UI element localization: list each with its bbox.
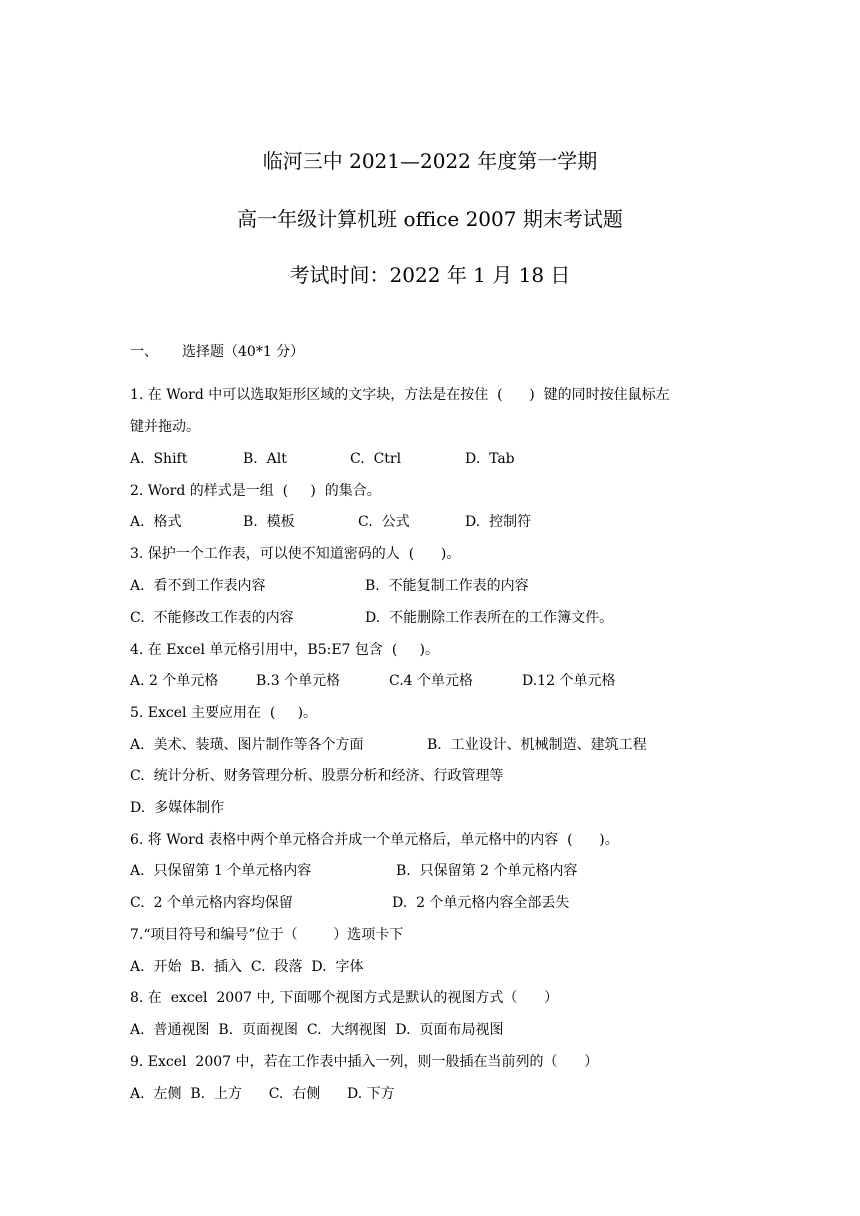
question-1-option-b: B. Alt	[243, 451, 287, 467]
question-1-stem-cont: 键并拖动。	[130, 419, 200, 435]
question-9-options: A. 左侧 B. 上方 C. 右侧 D. 下方	[130, 1086, 395, 1102]
question-5-option-c: C. 统计分析、财务管理分析、股票分析和经济、行政管理等	[130, 768, 504, 784]
question-2-option-b: B. 模板	[243, 514, 295, 530]
question-2-option-d: D. 控制符	[465, 514, 532, 530]
question-5-stem: 5. Excel 主要应用在 ( )。	[130, 705, 318, 721]
question-6-option-c: C. 2 个单元格内容均保留	[130, 895, 293, 911]
question-2-option-c: C. 公式	[358, 514, 410, 530]
question-6-stem: 6. 将 Word 表格中两个单元格合并成一个单元格后，单元格中的内容 ( )。	[130, 832, 619, 848]
question-4-option-b: B.3 个单元格	[256, 673, 341, 689]
question-2-option-a: A. 格式	[130, 514, 182, 530]
question-9-stem: 9. Excel 2007 中，若在工作表中插入一列，则一般插在当前列的（ ）	[130, 1054, 599, 1070]
section-title: 选择题（40*1 分）	[182, 344, 305, 360]
question-3-option-d: D. 不能删除工作表所在的工作簿文件。	[365, 610, 614, 626]
question-5-option-d: D. 多媒体制作	[130, 800, 225, 816]
exam-date: 考试时间：2022 年 1 月 18 日	[289, 263, 571, 287]
question-3-option-c: C. 不能修改工作表的内容	[130, 610, 294, 626]
question-5-option-b: B. 工业设计、机械制造、建筑工程	[427, 737, 647, 753]
exam-title: 高一年级计算机班 office 2007 期末考试题	[237, 207, 623, 231]
question-1-option-d: D. Tab	[465, 451, 515, 467]
school-term-title: 临河三中 2021—2022 年度第一学期	[262, 149, 598, 173]
question-1-option-c: C. Ctrl	[350, 451, 402, 467]
question-1-stem: 1. 在 Word 中可以选取矩形区域的文字块，方法是在按住 ( ) 键的同时按住鼠标左	[130, 387, 670, 403]
question-3-stem: 3. 保护一个工作表，可以使不知道密码的人 ( )。	[130, 546, 461, 562]
question-4-option-d: D.12 个单元格	[522, 673, 616, 689]
question-7-options: A. 开始 B. 插入 C. 段落 D. 字体	[130, 959, 364, 975]
question-8-stem: 8. 在 excel 2007 中, 下面哪个视图方式是默认的视图方式（ ）	[130, 990, 559, 1006]
question-7-stem: 7.“项目符号和编号”位于（ ）选项卡下	[130, 927, 404, 943]
question-3-option-b: B. 不能复制工作表的内容	[365, 578, 529, 594]
question-6-option-a: A. 只保留第 1 个单元格内容	[130, 863, 312, 879]
question-4-option-c: C.4 个单元格	[389, 673, 474, 689]
question-4-stem: 4. 在 Excel 单元格引用中，B5:E7 包含 ( )。	[130, 642, 439, 658]
question-5-option-a: A. 美术、装璜、图片制作等各个方面	[130, 737, 364, 753]
section-number: 一、	[130, 344, 158, 360]
question-6-option-d: D. 2 个单元格内容全部丢失	[392, 895, 570, 911]
question-8-options: A. 普通视图 B. 页面视图 C. 大纲视图 D. 页面布局视图	[130, 1022, 504, 1038]
question-1-option-a: A. Shift	[130, 451, 188, 467]
question-4-option-a: A. 2 个单元格	[130, 673, 219, 689]
question-3-option-a: A. 看不到工作表内容	[130, 578, 266, 594]
question-6-option-b: B. 只保留第 2 个单元格内容	[396, 863, 578, 879]
question-2-stem: 2. Word 的样式是一组 ( ) 的集合。	[130, 483, 381, 499]
